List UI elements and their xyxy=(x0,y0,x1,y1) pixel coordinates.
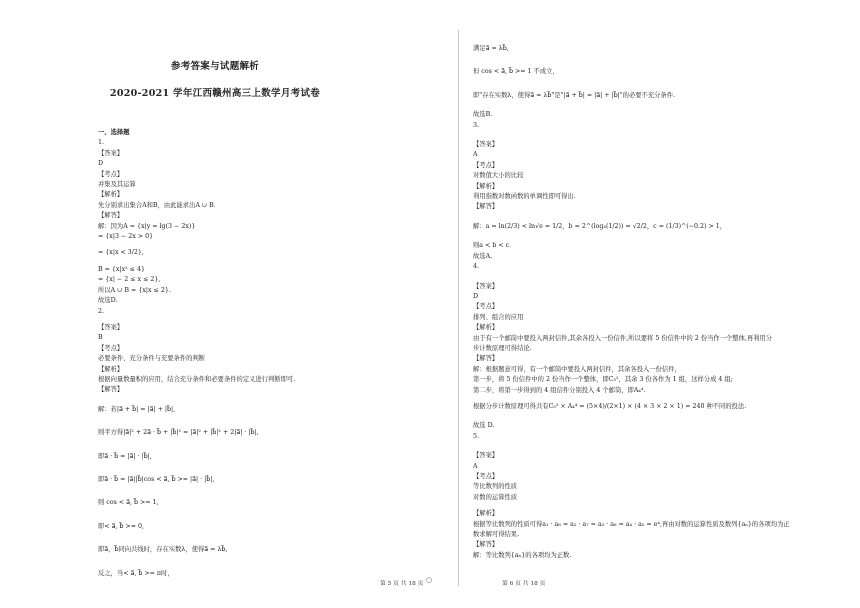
text-line: 1. xyxy=(98,139,105,147)
text-line: 2. xyxy=(98,307,105,315)
text-line: 则 cos < a⃗, b⃗ >= 1, xyxy=(98,499,159,507)
text-line: 必要条件、充分条件与充要条件的判断 xyxy=(98,355,206,363)
right-page xyxy=(430,0,860,608)
text-line: 【考点】 xyxy=(98,170,124,178)
text-line: 满足a⃗ = λb⃗, xyxy=(473,45,509,52)
text-line: 解：因为A = {x|y = lg(3 − 2x)} xyxy=(98,222,196,230)
text-line: 【答案】 xyxy=(473,452,499,460)
text-line: 5. xyxy=(473,432,480,440)
text-line: 所以A ∪ B = {x|x ≤ 2}. xyxy=(98,286,171,294)
text-line: 【答案】 xyxy=(98,149,124,157)
text-line: 即< a⃗, b⃗ >= 0, xyxy=(98,522,144,530)
text-line: 即"存在实数λ，使得a⃗ = λb⃗"是"|a⃗ + b⃗| = |a⃗| + |b⃗|"的必要不充分条件. xyxy=(473,91,676,99)
right-column xyxy=(473,44,843,561)
section-heading: 一、选择题 xyxy=(98,129,130,136)
text-line: 由于有一个邮筒中要投入两封信件,其余各投入一份信件,所以要将 5 份信件中的 2 份当作一个整体,再利用分 xyxy=(473,334,773,342)
text-line: 对数的运算性质 xyxy=(473,493,518,501)
page-title: 参考答案与试题解析 xyxy=(170,61,260,72)
text-line: 第二步，将第一步得到的 4 组信件分别投入 4 个邮筒，即A₄⁴. xyxy=(473,386,646,394)
text-line: = {x|x < 3/2}, xyxy=(98,249,144,257)
text-line: 第一步，将 5 份信件中的 2 份当作一个整体，即C₅²，其余 3 份各作为 1 组，这样分成 4 组; xyxy=(473,376,733,384)
text-line: 则平方得|a⃗|² + 2a⃗ · b⃗ + |b⃗|² = |a⃗|² + |b⃗|² + 2|a⃗| · |b⃗|, xyxy=(98,429,259,437)
text-line: 【解析】 xyxy=(98,365,124,373)
text-line: 利用指数对数函数的单调性即可得出. xyxy=(473,193,576,201)
text-line: 解：若|a⃗ + b⃗| = |a⃗| + |b⃗|, xyxy=(98,405,176,413)
text-line: 【考点】 xyxy=(473,303,499,311)
text-line: 等比数列的性质 xyxy=(473,483,518,491)
text-line: 并集及其运算 xyxy=(98,181,136,189)
text-line: 3. xyxy=(473,121,480,129)
left-column xyxy=(98,128,430,579)
text-line: 解：a = ln(2/3) < ln√e = 1/2，b = 2^(log₄(1/2)) = √2/2，c = (1/3)^(−0.2) > 1， xyxy=(473,222,727,230)
text-line: 即a⃗ · b⃗ = |a⃗| · |b⃗|, xyxy=(98,452,152,460)
text-line: A xyxy=(473,462,478,470)
right-lines xyxy=(473,44,843,561)
text-line: D xyxy=(473,292,479,300)
left-lines xyxy=(98,138,430,579)
text-line: 【考点】 xyxy=(473,161,499,169)
text-line: 【考点】 xyxy=(473,473,499,480)
text-line: B xyxy=(98,334,103,342)
text-line: 【解析】 xyxy=(473,510,499,518)
text-line: 但 cos < a⃗, b⃗ >= 1 不成立， xyxy=(473,68,559,76)
text-line: 根据向量数量积的应用，结合充分条件和必要条件的定义进行判断即可. xyxy=(98,375,296,383)
text-line: 步计数原理可得结论. xyxy=(473,344,532,352)
text-line: 故选A. xyxy=(473,252,493,260)
text-line: D xyxy=(98,160,104,168)
text-line: 【答案】 xyxy=(473,282,499,290)
text-line: 【解答】 xyxy=(473,541,499,549)
text-line: 【解析】 xyxy=(473,324,499,332)
text-line: 故选B. xyxy=(473,111,493,119)
exam-subtitle: 2020-2021 学年江西赣州高三上数学月考试卷 xyxy=(109,88,321,99)
text-line: 【答案】 xyxy=(98,323,124,331)
text-line: = {x| − 2 ≤ x ≤ 2}, xyxy=(98,276,161,284)
text-line: 【答案】 xyxy=(473,141,499,149)
text-line: 【考点】 xyxy=(98,344,124,352)
text-line: = {x|3 − 2x > 0} xyxy=(98,233,154,241)
text-line: 即a⃗ · b⃗ = |a⃗||b⃗|cos < a⃗, b⃗ >= |a⃗| · |b⃗|, xyxy=(98,475,215,483)
page-footer-left: 第 5 页 共 18 页 xyxy=(380,581,424,587)
text-line: 根据等比数列的性质可得a₁ · a₈ = a₂ · a₇ = a₃ · a₆ = a₄ · a₅ = e⁴,再由对数的运算性质及数列{aₙ}的各项均为正 xyxy=(473,520,790,528)
text-line: 【解答】 xyxy=(98,212,124,220)
text-line: 对数值大小的比较 xyxy=(473,172,524,180)
text-line: 4. xyxy=(473,263,480,271)
page-center-marker: ○ xyxy=(426,576,433,584)
text-line: 数求解可得结果. xyxy=(473,531,520,539)
text-line: 【解析】 xyxy=(473,182,499,190)
text-line: 先分别求出集合A和B，由此能求出A ∪ B． xyxy=(98,201,221,209)
text-line: 【解答】 xyxy=(98,386,124,394)
text-line: 即a⃗，b⃗同向共线时，存在实数λ，使得a⃗ = λb⃗, xyxy=(98,546,228,554)
text-line: 反之，当< a⃗, b⃗ >= π时， xyxy=(98,569,174,577)
text-line: 【解析】 xyxy=(98,191,124,199)
page-footer-right: 第 6 页 共 18 页 xyxy=(502,581,546,587)
text-line: 解：等比数列{aₙ}的各项均为正数. xyxy=(473,551,572,559)
text-line: 排列、组合的应用 xyxy=(473,313,524,321)
text-line: 则a < b < c． xyxy=(473,242,516,250)
text-line: 【解答】 xyxy=(473,355,499,363)
text-line: 【解答】 xyxy=(473,203,499,211)
text-line: A xyxy=(473,151,478,159)
text-line: 解：根据题意可得，有一个邮筒中要投入两封信件，其余各投入一份信件， xyxy=(473,365,681,373)
text-line: 根据分步计数原理可得共有C₅² × A₄⁴ = (5×4)/(2×1) × (4 × 3 × 2 × 1) = 240 种不同的投法. xyxy=(473,402,747,410)
text-line: 故选D. xyxy=(98,297,118,305)
text-line: B = {x|x² ≤ 4} xyxy=(98,265,145,273)
text-line: 故选 D. xyxy=(473,422,495,430)
